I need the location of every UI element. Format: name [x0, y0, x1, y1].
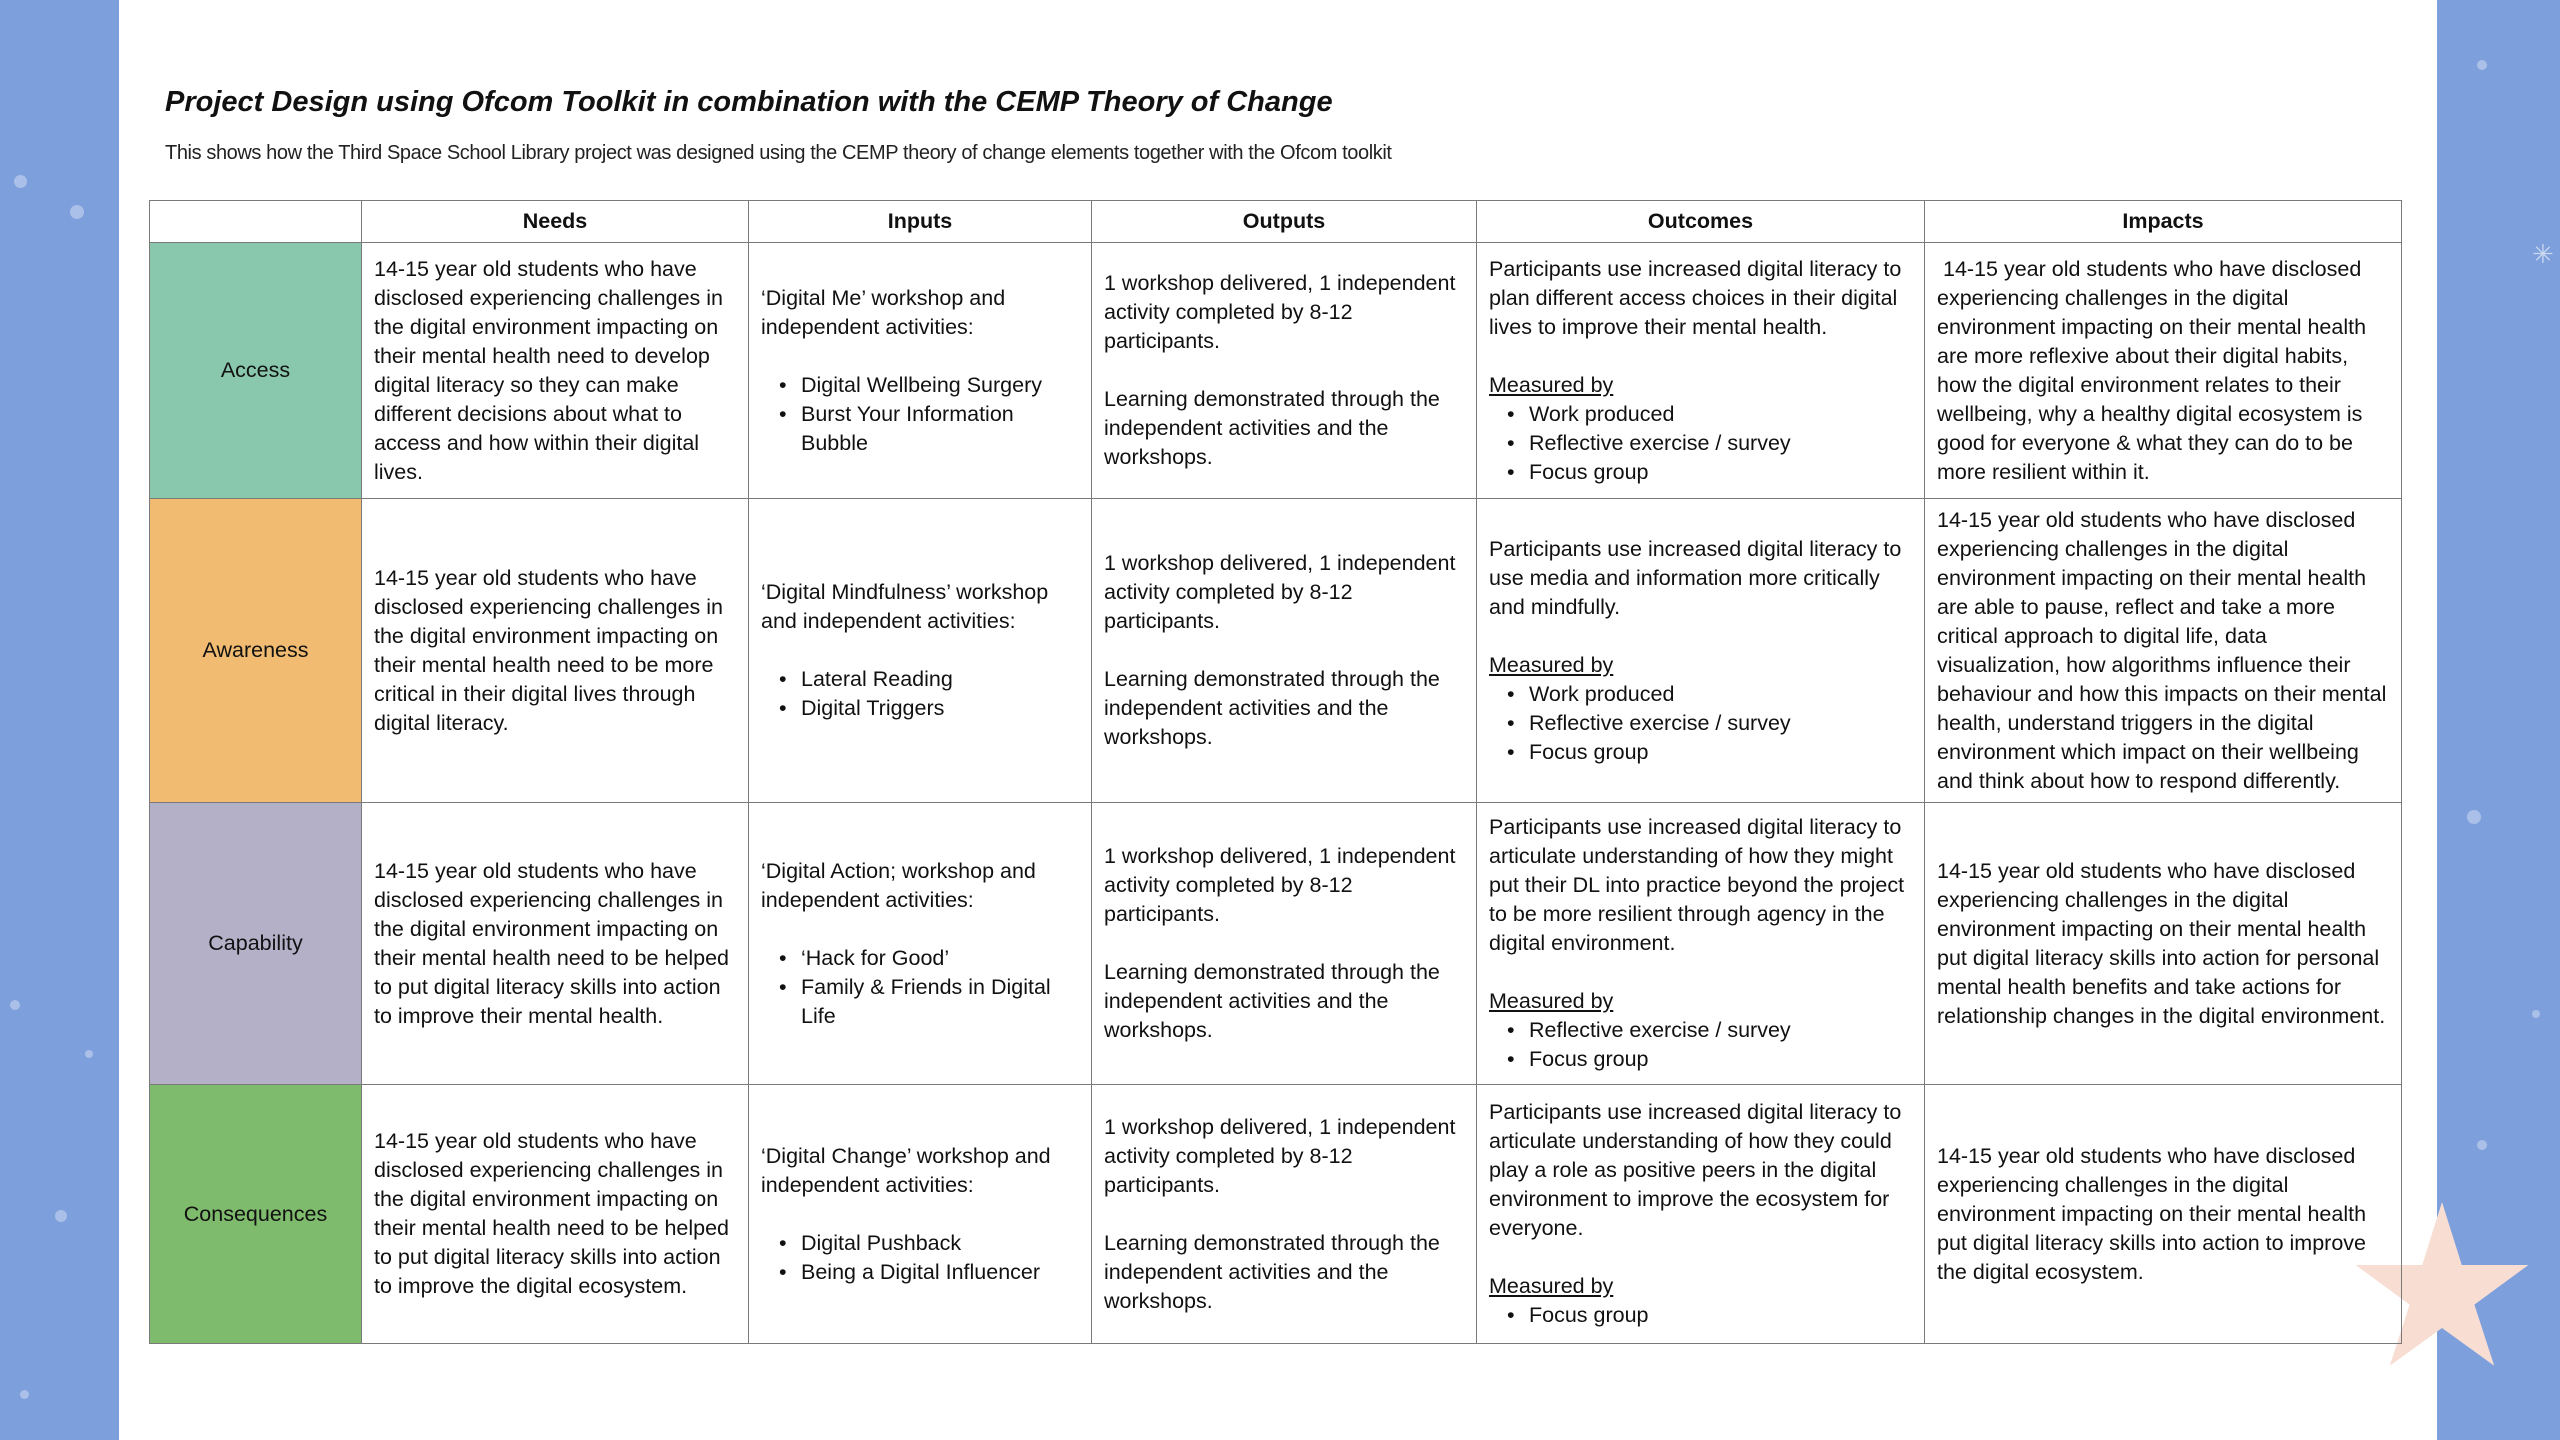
inputs-list: [761, 1229, 1079, 1287]
decor-dot: [2532, 1010, 2540, 1018]
list-item: • Reflective exercise / survey: [1529, 709, 1912, 738]
impacts-text: 14-15 year old students who have disclosed experiencing challenges in the digital environment impacting on their mental health are more reflexive about their digital habits, how the digital environment relates to their wellbeing, why a healthy digital ecosystem is good for everyone & what they can do to be more resilient within it.: [1937, 256, 2373, 484]
row-label-capability: Capability: [150, 803, 362, 1085]
spacer: [1104, 636, 1464, 665]
decor-dot: [2477, 60, 2487, 70]
list-item: • Burst Your Information Bubble: [801, 400, 1079, 458]
outcomes-list: [1489, 680, 1912, 767]
outputs-cell: [1092, 243, 1477, 499]
spacer: [1489, 1243, 1912, 1272]
outputs-learning: Learning demonstrated through the independent activities and the workshops.: [1104, 960, 1440, 1042]
spacer: [1489, 958, 1912, 987]
impacts-text: 14-15 year old students who have disclosed experiencing challenges in the digital environment impacting on their mental health put digital literacy skills into action for personal mental health benefits and take actions for relationship changes in the digital environment.: [1937, 858, 2386, 1028]
page-subtitle: This shows how the Third Space School Library project was designed using the CEMP theory of change elements together with the Ofcom toolkit: [165, 142, 1392, 164]
list-item: • Reflective exercise / survey: [1529, 1016, 1912, 1045]
decor-dot: [14, 175, 27, 188]
outcomes-cell: [1477, 1085, 1925, 1344]
right-side-panel: [2437, 0, 2560, 1440]
impacts-cell: [1925, 1085, 2402, 1344]
list-item: • Focus group: [1529, 1301, 1912, 1330]
list-item: • Digital Triggers: [801, 694, 1079, 723]
header-corner: [150, 201, 362, 243]
table-row-access: [150, 243, 2402, 499]
outputs-learning: Learning demonstrated through the independent activities and the workshops.: [1104, 1230, 1440, 1313]
list-item: • Family & Friends in Digital Life: [801, 973, 1079, 1031]
outcomes-list: [1489, 1016, 1912, 1074]
impacts-cell: [1925, 243, 2402, 499]
needs-text: 14-15 year old students who have disclosed experiencing challenges in the digital environment impacting on their mental health need to be more critical in their digital lives through digital literacy.: [374, 565, 723, 735]
measured-by-label: Measured by: [1489, 372, 1614, 397]
decor-dot: [20, 1390, 29, 1399]
inputs-intro: ‘Digital Me’ workshop and independent activities:: [761, 285, 1006, 339]
outputs-cell: [1092, 499, 1477, 803]
list-item: • Focus group: [1529, 738, 1912, 767]
needs-text: 14-15 year old students who have disclosed experiencing challenges in the digital environment impacting on their mental health need to develop digital literacy so they can make different decisions about what to access and how within their digital lives.: [374, 256, 723, 484]
list-item: • Focus group: [1529, 1045, 1912, 1074]
inputs-cell: [749, 1085, 1092, 1344]
needs-text: 14-15 year old students who have disclosed experiencing challenges in the digital environment impacting on their mental health need to be helped to put digital literacy skills into action to improve their mental health.: [374, 858, 730, 1028]
table-row-capability: [150, 803, 2402, 1085]
needs-cell: [362, 499, 749, 803]
left-side-panel: [0, 0, 119, 1440]
row-label-awareness: Awareness: [150, 499, 362, 803]
table-row-awareness: [150, 499, 2402, 803]
outcomes-list: [1489, 400, 1912, 487]
outputs-learning: Learning demonstrated through the independent activities and the workshops.: [1104, 667, 1440, 749]
impacts-text: 14-15 year old students who have disclosed experiencing challenges in the digital environment impacting on their mental health put digital literacy skills into action to improve the digital ecosystem.: [1937, 1143, 2367, 1284]
list-item: • Being a Digital Influencer: [801, 1258, 1079, 1287]
outcomes-cell: [1477, 499, 1925, 803]
outcomes-text: Participants use increased digital literacy to articulate understanding of how they could play a role as positive peers in the digital environment to improve the ecosystem for everyone.: [1489, 1100, 1902, 1240]
list-item: • Lateral Reading: [801, 665, 1079, 694]
outcomes-list: [1489, 1301, 1912, 1330]
inputs-intro: ‘Digital Change’ workshop and independent activities:: [761, 1143, 1051, 1197]
theory-of-change-table: [149, 200, 2402, 1344]
list-item: • Work produced: [1529, 400, 1912, 429]
decor-dot: [85, 1050, 93, 1058]
header-inputs: Inputs: [749, 201, 1092, 243]
measured-by-label: Measured by: [1489, 652, 1614, 677]
list-item: • ‘Hack for Good’: [801, 944, 1079, 973]
outputs-delivered: 1 workshop delivered, 1 independent activity completed by 8-12 participants.: [1104, 1114, 1456, 1197]
table-header-row: [150, 201, 2402, 243]
inputs-cell: [749, 243, 1092, 499]
inputs-intro: ‘Digital Action; workshop and independent activities:: [761, 858, 1036, 912]
inputs-list: [761, 665, 1079, 723]
header-impacts: Impacts: [1925, 201, 2402, 243]
impacts-text: 14-15 year old students who have disclosed experiencing challenges in the digital environment impacting on their mental health are able to pause, reflect and take a more critical approach to digital life, data visualization, how algorithms influence their behaviour and how this impacts on their mental health, understand triggers in the digital environment which impact on their wellbeing and think about how to respond differently.: [1937, 507, 2387, 793]
header-needs: Needs: [362, 201, 749, 243]
needs-cell: [362, 1085, 749, 1344]
sparkle-icon: ✳: [2532, 240, 2554, 270]
needs-text: 14-15 year old students who have disclosed experiencing challenges in the digital environment impacting on their mental health need to be helped to put digital literacy skills into action to improve the digital ecosystem.: [374, 1129, 730, 1298]
header-outcomes: Outcomes: [1477, 201, 1925, 243]
list-item: • Work produced: [1529, 680, 1912, 709]
spacer: [1104, 356, 1464, 385]
impacts-cell: [1925, 499, 2402, 803]
outcomes-cell: [1477, 243, 1925, 499]
impacts-cell: [1925, 803, 2402, 1085]
outcomes-cell: [1477, 803, 1925, 1085]
outputs-delivered: 1 workshop delivered, 1 independent activity completed by 8-12 participants.: [1104, 271, 1456, 353]
outputs-cell: [1092, 1085, 1477, 1344]
outputs-delivered: 1 workshop delivered, 1 independent activity completed by 8-12 participants.: [1104, 844, 1456, 926]
outputs-learning: Learning demonstrated through the independent activities and the workshops.: [1104, 387, 1440, 469]
spacer: [1104, 1200, 1464, 1229]
outcomes-text: Participants use increased digital literacy to articulate understanding of how they might put their DL into practice beyond the project to be more resilient through agency in the digital environment.: [1489, 815, 1905, 955]
decor-dot: [10, 1000, 20, 1010]
inputs-cell: [749, 803, 1092, 1085]
list-item: • Digital Wellbeing Surgery: [801, 371, 1079, 400]
list-item: • Focus group: [1529, 458, 1912, 487]
table-row-consequences: [150, 1085, 2402, 1344]
list-item: • Digital Pushback: [801, 1229, 1079, 1258]
spacer: [1489, 622, 1912, 651]
inputs-list: [761, 371, 1079, 458]
spacer: [1489, 342, 1912, 371]
measured-by-label: Measured by: [1489, 1274, 1614, 1298]
outcomes-text: Participants use increased digital literacy to plan different access choices in their digital lives to improve their mental health.: [1489, 256, 1902, 339]
decor-dot: [70, 205, 84, 219]
needs-cell: [362, 243, 749, 499]
inputs-cell: [749, 499, 1092, 803]
header-outputs: Outputs: [1092, 201, 1477, 243]
inputs-list: [761, 944, 1079, 1031]
outputs-cell: [1092, 803, 1477, 1085]
list-item: • Reflective exercise / survey: [1529, 429, 1912, 458]
spacer: [1104, 929, 1464, 958]
page-title: Project Design using Ofcom Toolkit in combination with the CEMP Theory of Change: [165, 86, 1333, 118]
needs-cell: [362, 803, 749, 1085]
inputs-intro: ‘Digital Mindfulness’ workshop and independent activities:: [761, 580, 1049, 633]
decor-dot: [2477, 1140, 2487, 1150]
row-label-consequences: Consequences: [150, 1085, 362, 1344]
outputs-delivered: 1 workshop delivered, 1 independent activity completed by 8-12 participants.: [1104, 551, 1456, 633]
outcomes-text: Participants use increased digital literacy to use media and information more critically and mindfully.: [1489, 536, 1902, 619]
decor-dot: [2467, 810, 2481, 824]
measured-by-label: Measured by: [1489, 989, 1614, 1013]
row-label-access: Access: [150, 243, 362, 499]
decor-dot: [55, 1210, 67, 1222]
